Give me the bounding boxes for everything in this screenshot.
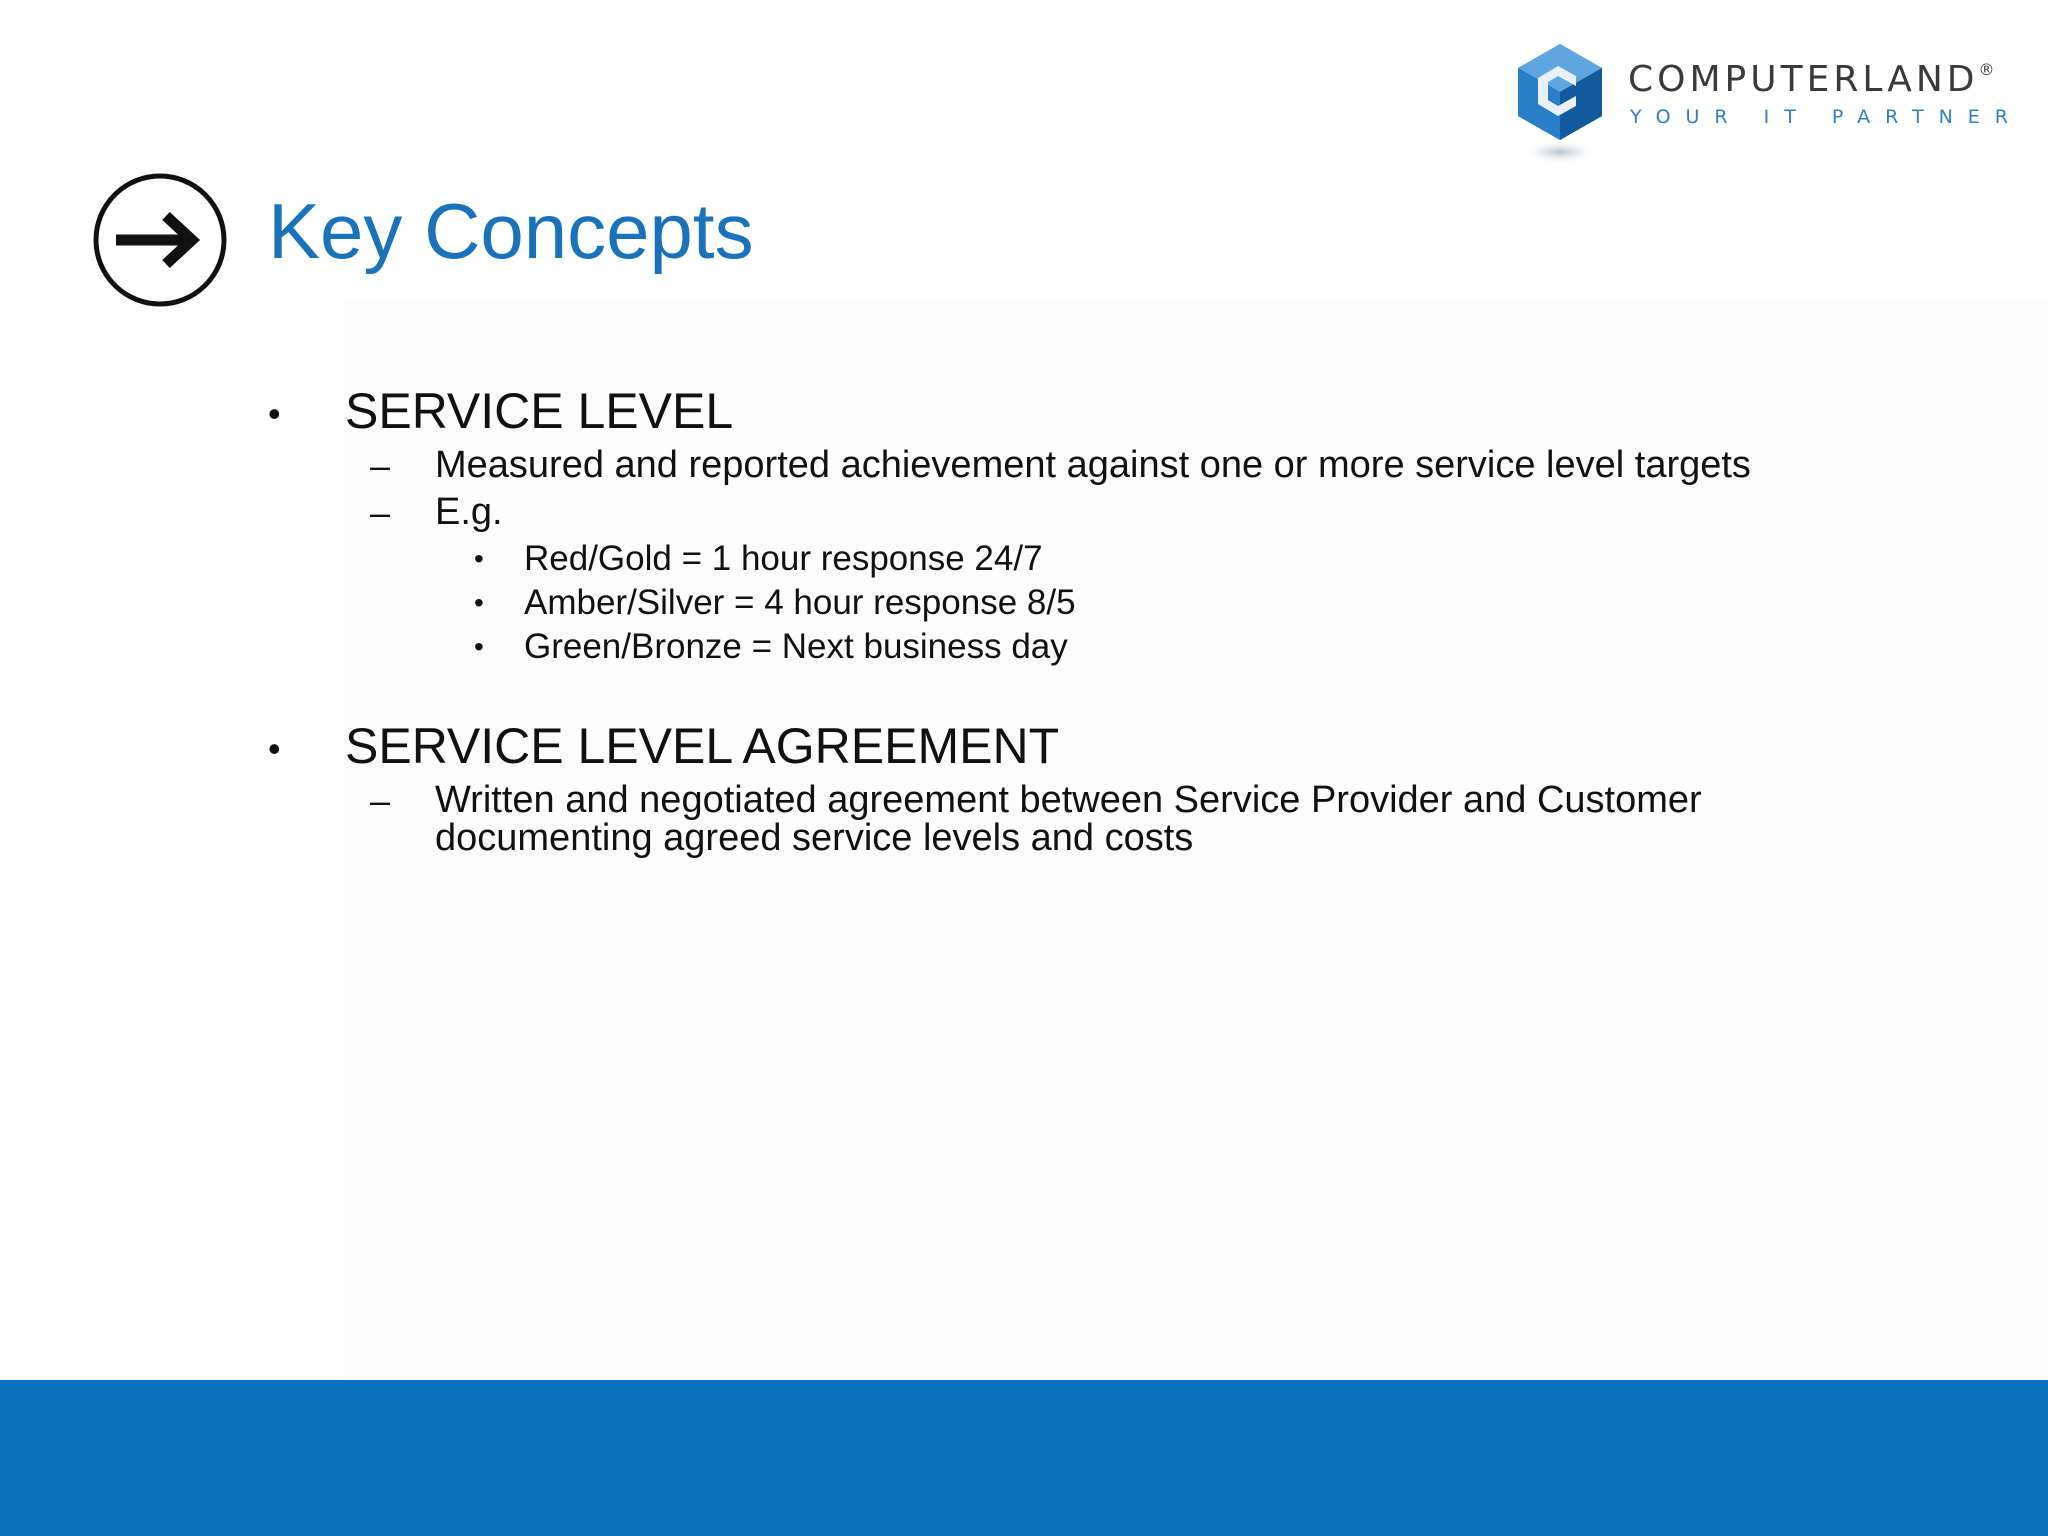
- small-bullet-marker: •: [474, 631, 484, 662]
- small-bullet-marker: •: [474, 543, 484, 574]
- section-heading-sla: SERVICE LEVEL AGREEMENT: [345, 718, 1060, 774]
- registered-mark: ®: [1978, 60, 1995, 79]
- list-item: Written and negotiated agreement between Service Provider and Customer: [435, 779, 1702, 821]
- logo-tagline: YOUR IT PARTNER: [1630, 106, 2024, 128]
- bullet-marker: •: [268, 393, 281, 434]
- small-bullet-marker: •: [474, 587, 484, 618]
- dash-marker: –: [370, 445, 391, 486]
- list-item-continuation: documenting agreed service levels and costs: [435, 817, 1194, 859]
- dash-marker: –: [370, 492, 391, 533]
- dash-marker: –: [370, 780, 391, 821]
- list-item: Measured and reported achievement against one or more service level targets: [435, 444, 1751, 486]
- logo-wordmark: COMPUTERLAND®: [1628, 59, 1995, 100]
- footer-bar: [0, 1380, 2048, 1536]
- list-item: E.g.: [435, 491, 503, 533]
- sub-list-item: Amber/Silver = 4 hour response 8/5: [524, 583, 1076, 622]
- sub-list-item: Red/Gold = 1 hour response 24/7: [524, 539, 1043, 578]
- bullet-marker: •: [268, 728, 281, 769]
- section-heading-service-level: SERVICE LEVEL: [345, 383, 734, 439]
- slide-title: Key Concepts: [268, 187, 754, 275]
- sub-list-item: Green/Bronze = Next business day: [524, 627, 1068, 666]
